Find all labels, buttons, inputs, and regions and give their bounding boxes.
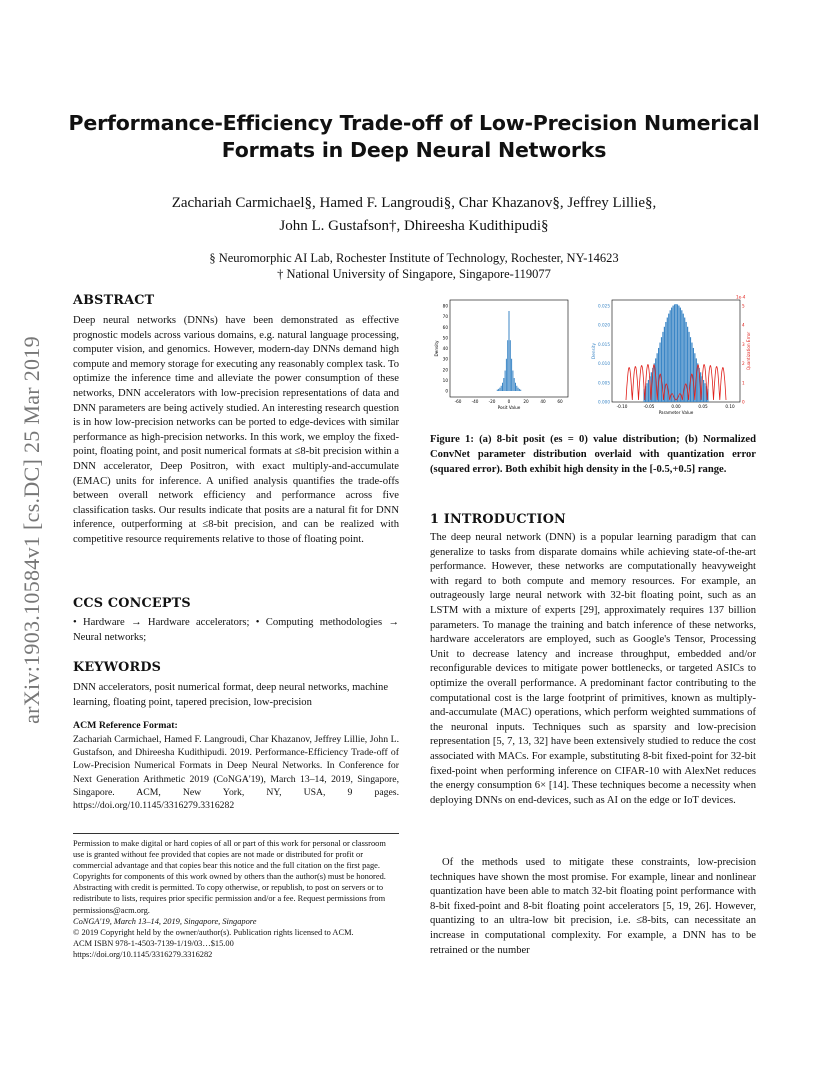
histogram-bar	[501, 386, 502, 391]
histogram-bar	[678, 306, 679, 402]
y-tick-label: 0.020	[598, 322, 610, 328]
y-tick-label: 0.015	[598, 341, 610, 347]
figure-1b-parameter-distribution	[591, 295, 751, 416]
isbn-line: ACM ISBN 978-1-4503-7139-1/19/03…$15.00	[73, 938, 234, 948]
histogram-bar	[520, 390, 521, 391]
intro-heading: 1 INTRODUCTION	[430, 512, 566, 527]
conference-line: CoNGA'19, March 13–14, 2019, Singapore, Singapore	[73, 916, 257, 926]
y-tick-label: 0.025	[598, 303, 610, 309]
authors-line-1: Zachariah Carmichael§, Hamed F. Langroudi§, Char Khazanov§, Jeffrey Lillie§,	[171, 195, 657, 211]
histogram-bar	[509, 311, 510, 391]
x-tick-label: 60	[557, 399, 563, 404]
histogram-bar	[674, 304, 675, 402]
footnote-rule	[73, 833, 399, 834]
y-tick-label: 80	[442, 303, 448, 309]
histogram-bar	[497, 390, 498, 391]
arxiv-side-label: arXiv:1903.10584v1 [cs.DC] 25 Mar 2019	[19, 336, 44, 724]
right-axis-exponent: 1e-4	[736, 294, 746, 300]
histogram-bar	[503, 378, 504, 391]
histogram-bar	[499, 388, 500, 391]
y-tick-label: 0.000	[598, 399, 610, 405]
right-y-tick-label: 5	[742, 303, 745, 309]
histogram-bar	[681, 310, 682, 402]
histogram-bar	[648, 380, 649, 402]
acm-ref-heading: ACM Reference Format:	[73, 720, 178, 731]
histogram-bar	[668, 314, 669, 402]
histogram-bar	[646, 383, 647, 402]
histogram-bar	[693, 348, 694, 402]
y-tick-label: 0.005	[598, 380, 610, 386]
histogram-bar	[670, 310, 671, 402]
x-axis-label: Posit Value	[497, 405, 521, 410]
histogram-bar	[518, 388, 519, 391]
histogram-bar	[510, 340, 511, 391]
x-tick-label: 0.10	[725, 404, 735, 409]
histogram-bar	[675, 304, 676, 402]
x-tick-label: 20	[523, 399, 529, 404]
x-tick-label: 0.05	[698, 404, 708, 409]
intro-paragraph-1: The deep neural network (DNN) is a popular learning paradigm that can generalize to tasks from disparate domains while achieving state-of-the-art performance. However, these networks are computationally heavyweight with regard to both compute and memory resources. For example, an outrageously large neural network with 32-bit floating point, such as an LSTM with a mixture of experts [29], approximately requires 137 billion parameters. To manage the training and batch inference of these networks, hardware accelerators are employed, such as Google's Tensor, Processing Unit to decrease latency and increase throughput, embedded and/or reconfigurable devices to mitigate power bottlenecks, or targeted ASICs to optimize the overall performance. A predominant factor contributing to the computational cost is the large footprint of primitives, known as multiply-and-accumulate (MAC) operations, which perform weighted summations of the neuronal inputs. Techniques such as sparsity and low-precision representation [5, 7, 13, 32] have been extensively studied to reduce the cost associated with MACs. For example, substituting 8-bit fixed-point for 32-bit fixed-point when performing inference on CIFAR-10 with AlexNet reduces the energy consumption 6× [14]. These techniques become a necessity when deploying DNNs on end-devices, such as AI on the edge or IoT devices.	[430, 532, 756, 806]
histogram-bar	[515, 383, 516, 391]
histogram-bar	[661, 337, 662, 402]
y-tick-label: 20	[442, 367, 448, 373]
permission-text: Permission to make digital or hard copies of all or part of this work for personal or classroom use is granted without fee provided that copies are not made or distributed for profit or commercial advantage and that copies bear this notice and the full citation on the first page. Copyrights for components of this work owned by others than the author(s) must be honored. Abstracting with credit is permitted. To copy otherwise, or republish, to post on servers or to redistribute to lists, requires prior specific permission and/or a fee. Request permissions from permissions@acm.org.	[73, 839, 386, 915]
histogram-bar	[514, 378, 515, 391]
y-tick-label: 0.010	[598, 361, 610, 367]
x-tick-label: -0.10	[616, 404, 628, 409]
abstract-heading: ABSTRACT	[73, 293, 155, 308]
x-tick-label: -60	[454, 399, 462, 404]
abstract-text: Deep neural networks (DNNs) have been demonstrated as effective prognostic models across various domains, e.g. natural language processing, computer vision, and genomics. However, modern-day DNNs demand high compute and memory storage for executing any reasonably complex task. To optimize the inference time and alleviate the power consumption of these networks, DNN accelerators with low-precision representations of data and DNN parameters are being actively studied. An interesting research question is in how low-precision networks can be ported to edge-devices with similar performance as high-precision networks. In this work, we employ the fixed-point, floating point, and posit numerical formats at ≤8-bit precision within a DNN accelerator, Deep Positron, with exact multiply-and-accumulate (EMAC) units for inference. A unified analysis quantifies the trade-offs between overall network efficiency and performance across five classification tasks. Our results indicate that posits are a natural fit for DNN inference, outperforming at ≤8-bit precision, and can be realized with competitive resource requirements relative to those of floating point.	[73, 315, 399, 545]
y-tick-label: 30	[442, 356, 448, 362]
affiliations	[100, 250, 728, 282]
y-tick-label: 10	[442, 377, 448, 383]
affiliation-2: † National University of Singapore, Singapore-119077	[277, 267, 551, 281]
y-tick-label: 60	[442, 324, 448, 330]
histogram-bar	[673, 306, 674, 402]
histogram-bar	[519, 389, 520, 391]
ccs-text: • Hardware → Hardware accelerators; • Computing methodologies → Neural networks;	[73, 617, 399, 643]
permission-notice	[73, 838, 399, 960]
intro-paragraph-2: Of the methods used to mitigate these constraints, low-precision techniques have shown the most promise. For example, linear and nonlinear quantization have been able to match 32-bit floating point performance with 8-bit fixed-point and 8-bit floating point accelerators [5, 19, 26]. However, quantizing to an ultra-low bit precision, i.e. ≤8-bits, can necessitate an increase in computational complexity. For example, a DNN has to be retrained or the number	[430, 857, 756, 956]
affiliation-1: § Neuromorphic AI Lab, Rochester Institute of Technology, Rochester, NY-14623	[209, 251, 619, 265]
histogram-bar	[507, 340, 508, 391]
histogram-bar	[671, 308, 672, 402]
figure-caption: Figure 1: (a) 8-bit posit (es = 0) value distribution; (b) Normalized ConvNet parameter distribution overlaid with quantization error (squared error). Both exhibit high density in the [-0.5,+0.5] range.	[430, 434, 756, 475]
histogram-bar	[690, 337, 691, 402]
histogram-bar	[658, 348, 659, 402]
histogram-bar	[506, 359, 507, 391]
x-tick-label: -40	[471, 399, 479, 404]
author-list	[100, 192, 728, 238]
histogram-bar	[665, 322, 666, 402]
right-y-tick-label: 3	[742, 341, 745, 347]
histogram-bar	[516, 386, 517, 391]
y-tick-label: 50	[442, 335, 448, 341]
histogram-bar	[498, 389, 499, 391]
acm-ref-text: Zachariah Carmichael, Hamed F. Langroudi, Char Khazanov, Jeffrey Lillie, John L. Gustafson, and Dhireesha Kudithipudi. 2019. Performance-Efficiency Trade-off of Low-Precision Numerical Formats in Deep Neural Networks. In Conference for Next Generation Arithmetic 2019 (CoNGA'19), March 13–14, 2019, Singapore, Singapore. ACM, New York, NY, USA, 9 pages. https://doi.org/10.1145/3316279.3316282	[73, 734, 399, 812]
histogram-bar	[683, 314, 684, 402]
ccs-heading: CCS CONCEPTS	[73, 596, 191, 611]
figure-1a-posit-histogram	[434, 300, 568, 410]
x-tick-label: 0	[507, 399, 511, 404]
histogram-bar	[691, 343, 692, 402]
histogram-bar	[505, 371, 506, 391]
doi-line: https://doi.org/10.1145/3316279.3316282	[73, 949, 213, 959]
keywords-text: DNN accelerators, posit numerical format, deep neural networks, machine learning, floating point, tapered precision, low-precision	[73, 682, 389, 708]
right-y-tick-label: 1	[742, 380, 745, 386]
y-axis-label: Density	[434, 340, 439, 357]
authors-line-2: John L. Gustafson†, Dhireesha Kudithipudi§	[279, 218, 549, 234]
histogram-bar	[511, 359, 512, 391]
y-axis-label: Density	[591, 343, 596, 359]
x-tick-label: -20	[488, 399, 496, 404]
y-tick-label: 70	[442, 314, 448, 320]
x-axis-label: Parameter Value	[658, 410, 694, 415]
paper-title: Performance-Efficiency Trade-off of Low-Precision Numerical Formats in Deep Neural Networks	[68, 111, 760, 162]
right-y-axis-label: Quantization Error	[746, 331, 751, 371]
right-y-tick-label: 0	[742, 399, 745, 405]
histogram-bar	[686, 322, 687, 402]
right-y-tick-label: 4	[742, 322, 745, 328]
x-tick-label: 0.00	[671, 404, 681, 409]
y-tick-label: 0	[445, 388, 448, 394]
histogram-bar	[704, 383, 705, 402]
histogram-bar	[659, 343, 660, 402]
histogram-bar	[677, 304, 678, 402]
copyright-line: © 2019 Copyright held by the owner/author(s). Publication rights licensed to ACM.	[73, 927, 354, 937]
y-tick-label: 40	[442, 346, 448, 351]
histogram-bar	[680, 308, 681, 402]
x-tick-label: -0.05	[643, 404, 655, 409]
histogram-bar	[512, 371, 513, 391]
histogram-bar	[502, 383, 503, 391]
histogram-bar	[703, 380, 704, 402]
x-tick-label: 40	[540, 399, 546, 404]
keywords-heading: KEYWORDS	[73, 660, 162, 675]
right-y-tick-label: 2	[742, 361, 745, 367]
figure-1	[428, 292, 756, 420]
